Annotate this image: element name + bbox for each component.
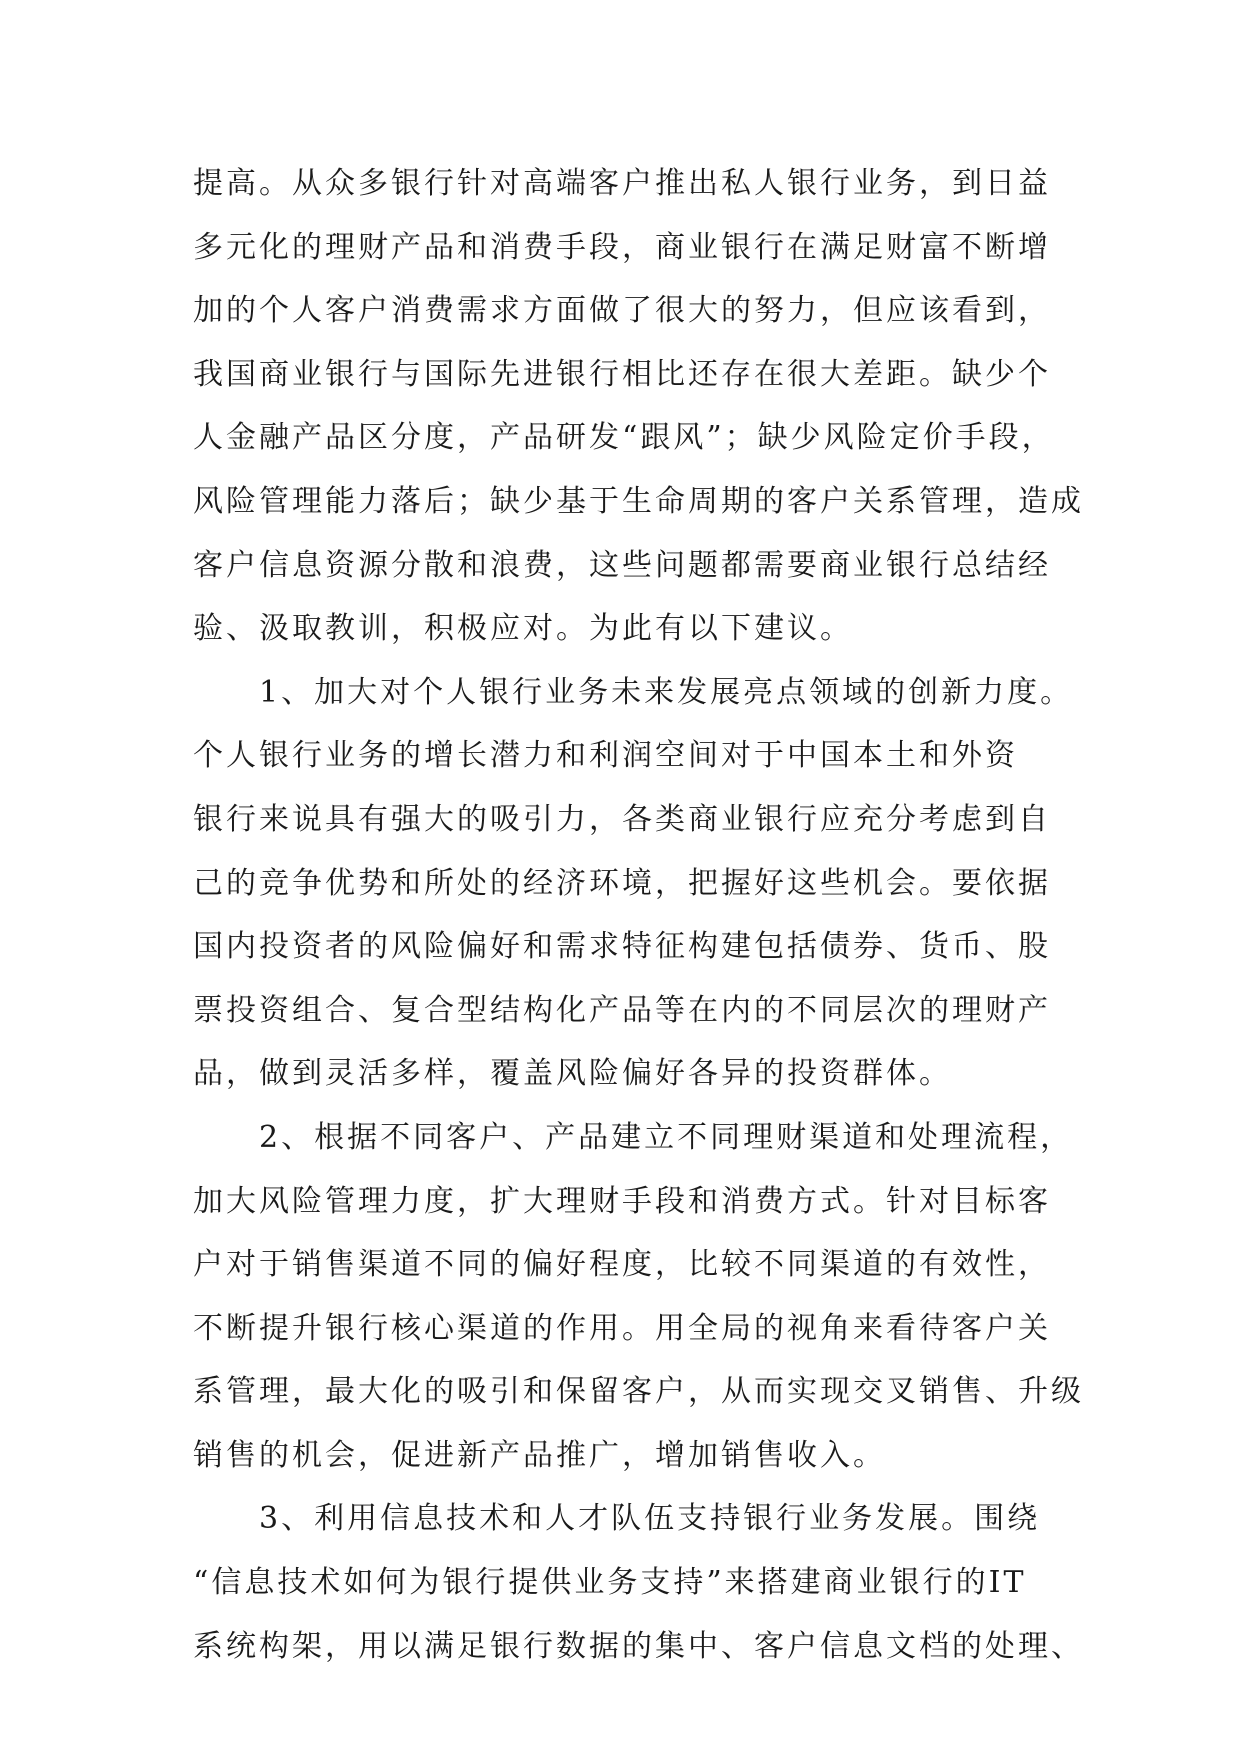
text-line: 人金融产品区分度，产品研发“跟风”；缺少风险定价手段， [193,420,1055,456]
text-line: 个人银行业务的增长潜力和利润空间对于中国本土和外资 [193,738,1018,774]
text-line: “信息技术如何为银行提供业务支持”来搭建商业银行的IT [193,1565,1027,1601]
text-line: 销售的机会，促进新产品推广，增加销售收入。 [193,1437,886,1473]
text-line: 客户信息资源分散和浪费，这些问题都需要商业银行总结经 [193,547,1051,583]
text-line: 2、根据不同客户、产品建立不同理财渠道和处理流程， [193,1119,1074,1155]
text-line: 加大风险管理力度，扩大理财手段和消费方式。针对目标客 [193,1183,1051,1219]
text-line: 1、加大对个人银行业务未来发展亮点领域的创新力度。 [193,674,1074,710]
text-line: 验、汲取教训，积极应对。为此有以下建议。 [193,611,853,647]
text-line: 我国商业银行与国际先进银行相比还存在很大差距。缺少个 [193,356,1051,392]
text-line: 加的个人客户消费需求方面做了很大的努力，但应该看到， [193,293,1051,329]
text-line: 票投资组合、复合型结构化产品等在内的不同层次的理财产 [193,992,1051,1028]
text-line: 系管理，最大化的吸引和保留客户，从而实现交叉销售、升级 [193,1374,1084,1410]
text-line: 3、利用信息技术和人才队伍支持银行业务发展。围绕 [193,1501,1041,1537]
text-line: 户对于销售渠道不同的偏好程度，比较不同渠道的有效性， [193,1247,1051,1283]
text-line: 品，做到灵活多样，覆盖风险偏好各异的投资群体。 [193,1056,952,1092]
text-line: 银行来说具有强大的吸引力，各类商业银行应充分考虑到自 [193,801,1051,837]
text-line: 提高。从众多银行针对高端客户推出私人银行业务，到日益 [193,166,1051,201]
text-line: 国内投资者的风险偏好和需求特征构建包括债券、货币、股 [193,929,1051,965]
text-line: 己的竞争优势和所处的经济环境，把握好这些机会。要依据 [193,865,1051,901]
text-line: 系统构架，用以满足银行数据的集中、客户信息文档的处理、 [193,1628,1084,1664]
document-body [193,152,1084,1678]
text-line: 风险管理能力落后；缺少基于生命周期的客户关系管理，造成 [193,483,1084,519]
text-line: 不断提升银行核心渠道的作用。用全局的视角来看待客户关 [193,1310,1051,1346]
text-line: 多元化的理财产品和消费手段，商业银行在满足财富不断增 [193,229,1051,265]
